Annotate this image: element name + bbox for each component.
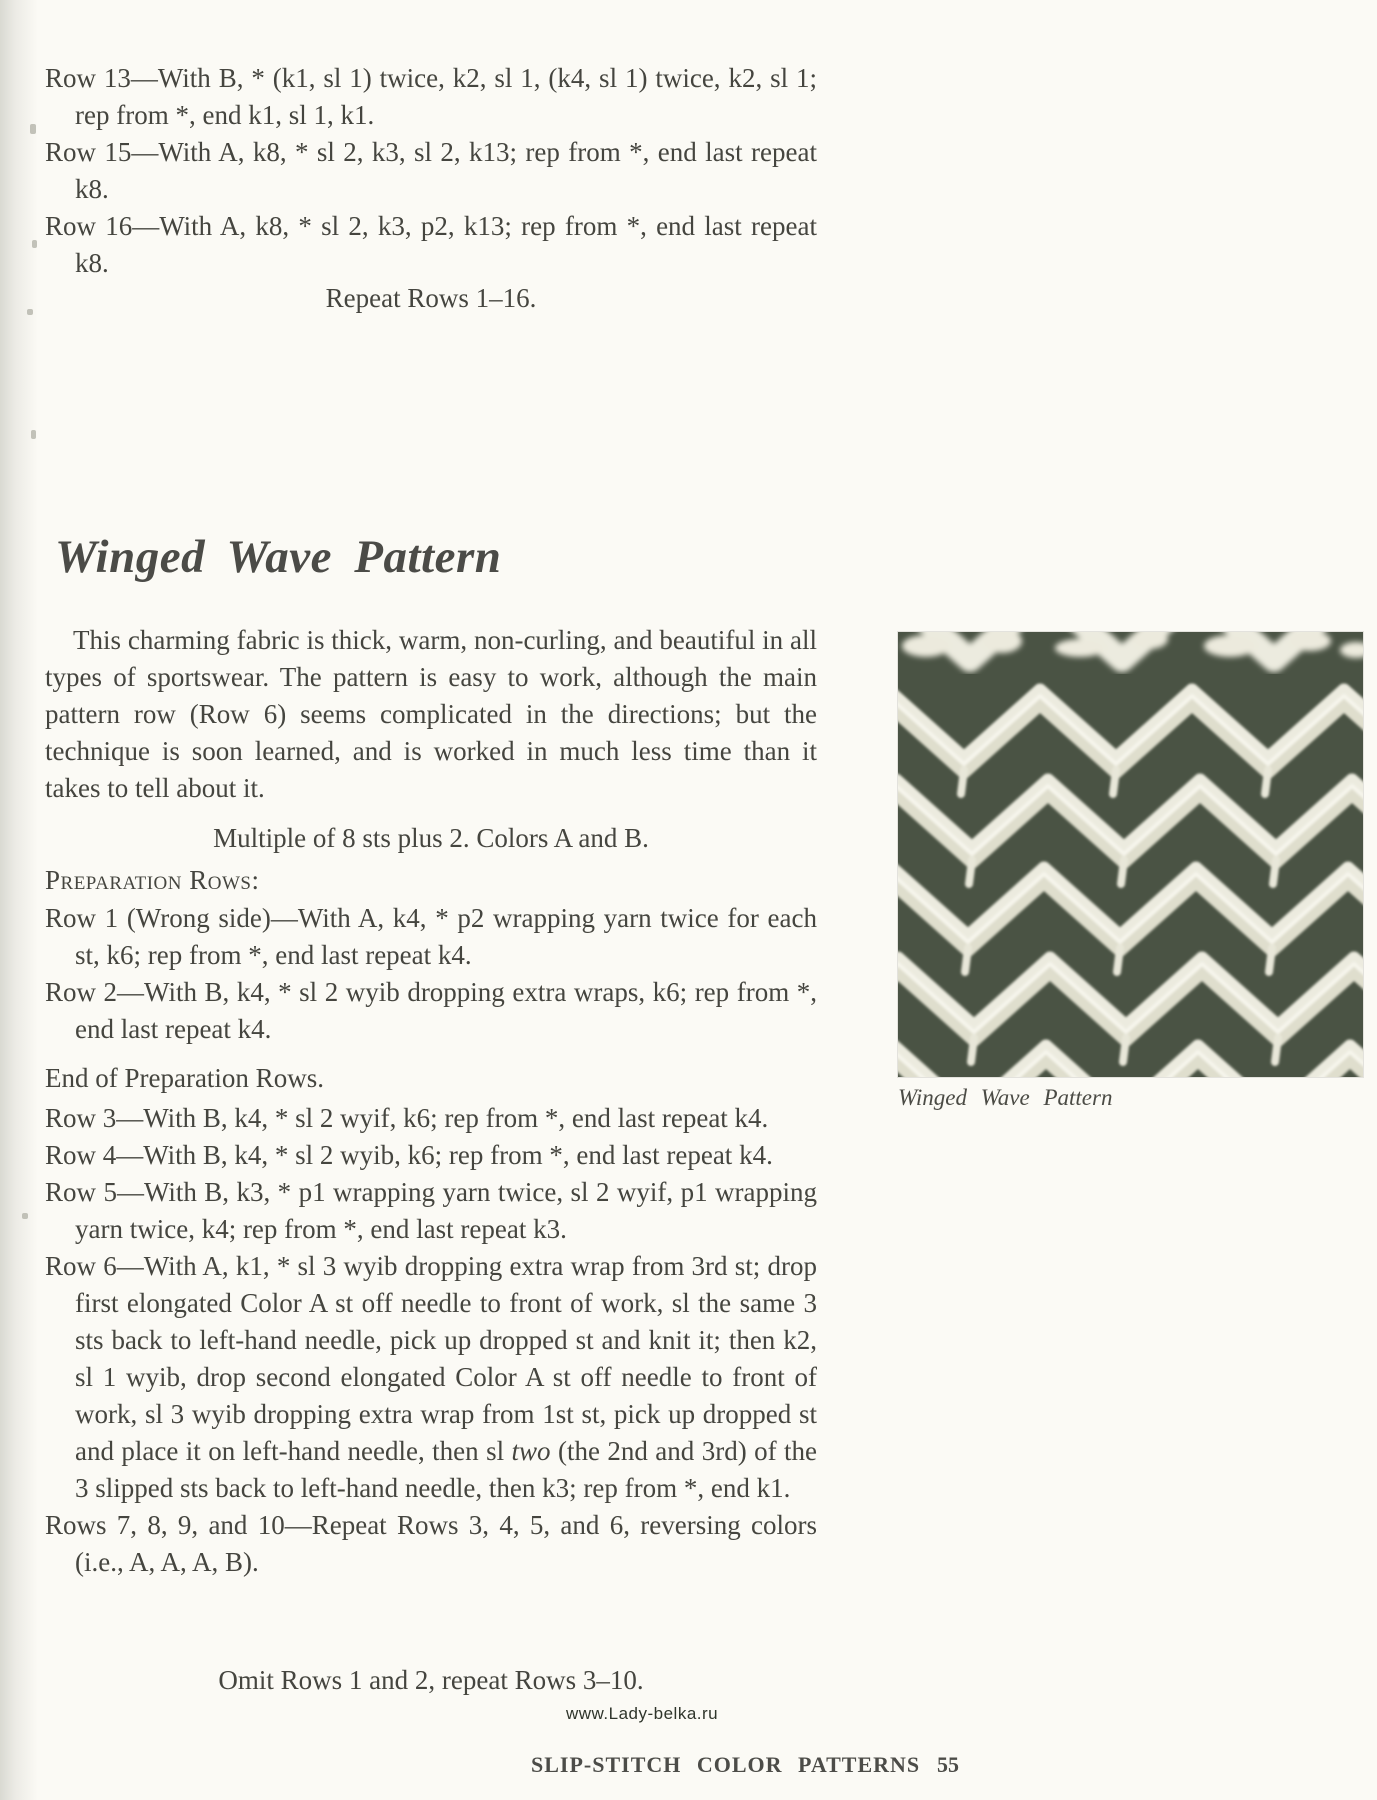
knitting-row-instruction: Row 2—With B, k4, * sl 2 wyib dropping extra wraps, k6; rep from *, end last repeat k4. [45, 977, 817, 1044]
scan-speck [32, 240, 37, 248]
knitting-row-instruction: Row 13—With B, * (k1, sl 1) twice, k2, sl 1, (k4, sl 1) twice, k2, sl 1; rep from *, end k1, sl 1, k1. [45, 63, 817, 130]
intro-paragraph: This charming fabric is thick, warm, non-curling, and beautiful in all types of sportswear. The pattern is easy to work, although the main pattern row (Row 6) seems complicated in the directions; but the technique is soon learned, and is worked in much less time than it takes to tell about it. [45, 625, 817, 803]
multiple-note: Multiple of 8 sts plus 2. Colors A and B. [213, 823, 649, 853]
knitting-row-instruction: Row 1 (Wrong side)—With A, k4, * p2 wrapping yarn twice for each st, k6; rep from *, end last repeat k4. [45, 903, 817, 970]
page-number: 55 [937, 1752, 959, 1777]
preparation-rows-heading: Preparation Rows: [45, 865, 260, 895]
knitting-row-instruction: Row 16—With A, k8, * sl 2, k3, p2, k13; rep from *, end last repeat k8. [45, 211, 817, 278]
scan-speck [31, 430, 36, 439]
knitting-row-instruction: Row 4—With B, k4, * sl 2 wyib, k6; rep from *, end last repeat k4. [45, 1140, 773, 1170]
omit-note: Omit Rows 1 and 2, repeat Rows 3–10. [218, 1665, 644, 1695]
scan-speck [30, 124, 36, 134]
page-edge-shadow [0, 0, 38, 1800]
emphasized-word: two [511, 1436, 551, 1466]
end-preparation-note: End of Preparation Rows. [45, 1063, 324, 1093]
knitting-row-instruction: Row 5—With B, k3, * p1 wrapping yarn twice, sl 2 wyif, p1 wrapping yarn twice, k4; rep from *, end last repeat k3. [45, 1177, 817, 1244]
running-footer-section-title: SLIP-STITCH COLOR PATTERNS [531, 1752, 921, 1777]
scan-speck [27, 309, 33, 315]
knitting-row-instruction: Row 15—With A, k8, * sl 2, k3, sl 2, k13; rep from *, end last repeat k8. [45, 137, 817, 204]
pattern-swatch-photo [898, 632, 1363, 1077]
repeat-note: Repeat Rows 1–16. [325, 283, 537, 313]
watermark-url: www.Lady-belka.ru [566, 1704, 719, 1723]
pattern-rows [45, 1100, 817, 1581]
scan-speck [22, 1213, 28, 1219]
photo-caption: Winged Wave Pattern [898, 1085, 1113, 1110]
previous-pattern-rows [45, 60, 817, 282]
pattern-title: Winged Wave Pattern [55, 531, 502, 583]
knitting-row-instruction: Rows 7, 8, 9, and 10—Repeat Rows 3, 4, 5, and 6, reversing colors (i.e., A, A, A, B). [45, 1510, 817, 1577]
knitting-row-instruction: Row 3—With B, k4, * sl 2 wyif, k6; rep from *, end last repeat k4. [45, 1103, 769, 1133]
preparation-rows [45, 900, 817, 1048]
knitting-row-instruction: Row 6—With A, k1, * sl 3 wyib dropping extra wrap from 3rd st; drop first elongated Color A st off needle to front of work, sl the same 3 sts back to left-hand needle, pick up dropped st and knit it; then k2, sl 1 wyib, drop second elongated Color A st off needle to front of work, sl 3 wyib dropping extra wrap from 1st st, pick up dropped st and place it on left-hand needle, then sl two (the 2nd and 3rd) of the 3 slipped sts back to left-hand needle, then k3; rep from *, end k1. [45, 1251, 818, 1503]
